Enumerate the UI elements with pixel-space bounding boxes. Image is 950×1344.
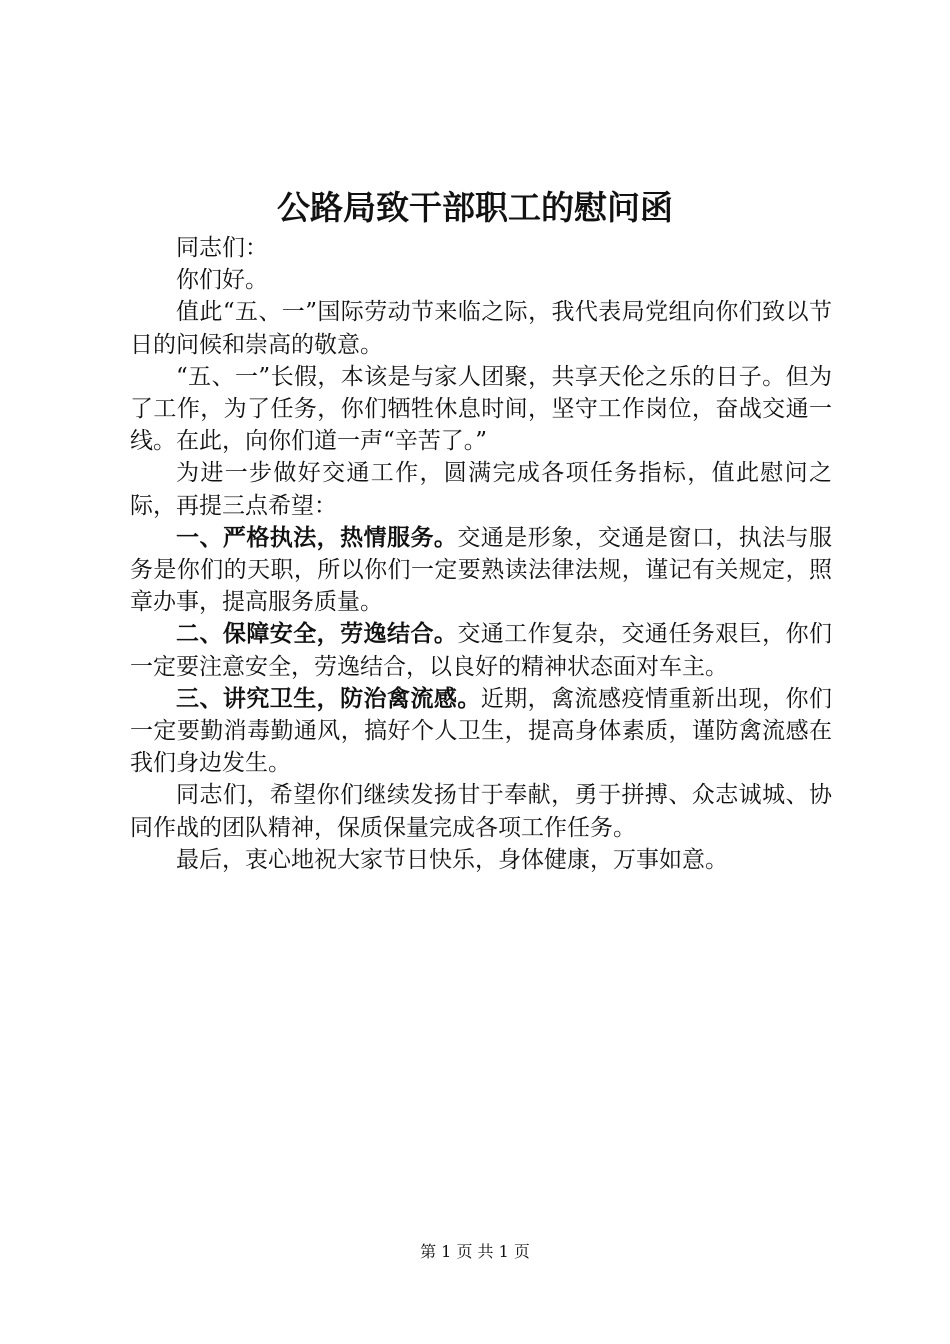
body-paragraph [130,779,832,843]
paragraph-text: 交通是形象，交通是窗口，执法与服务是你们的天职，所以你们一定要熟读法律法规，谨记有关规定，照章办事，提高服务质量。 [130,524,833,616]
document-title: 公路局致干部职工的慰问函 [277,188,673,227]
body-paragraph [130,296,832,360]
body-paragraph [130,457,832,521]
point-heading: 三、讲究卫生，防治禽流感。 [176,685,481,712]
point-heading: 一、严格执法，热情服务。 [176,524,458,551]
paragraph-text: 近期，禽流感疫情重新出现，你们一定要勤消毒勤通风，搞好个人卫生，提高身体素质，谨防禽流感在我们身边发生。 [130,685,833,777]
point-paragraph [130,683,832,780]
paragraph-text: 值此“五、一”国际劳动节来临之际，我代表局党组向你们致以节日的问候和崇高的敬意。 [130,299,832,358]
point-paragraph [130,522,832,619]
paragraph-text: 你们好。 [176,267,268,294]
paragraph-text: 同志们，希望你们继续发扬甘于奉献，勇于拼搏、众志诚城、协同作战的团队精神，保质保量完成各项工作任务。 [130,782,832,841]
closing-paragraph [130,844,832,876]
letter-body [130,232,832,876]
point-paragraph [130,618,832,682]
paragraph-text: 最后，衷心地祝大家节日快乐，身体健康，万事如意。 [176,846,728,873]
paragraph-text: 为进一步做好交通工作，圆满完成各项任务指标，值此慰问之际，再提三点希望： [130,460,832,519]
body-paragraph [130,361,832,458]
paragraph-text: 交通工作复杂，交通任务艰巨，你们一定要注意安全，劳逸结合，以良好的精神状态面对车主。 [130,621,833,680]
greeting-paragraph [130,232,832,264]
point-heading: 二、保障安全，劳逸结合。 [176,621,458,648]
paragraph-text: “五、一”长假，本该是与家人团聚，共享天伦之乐的日子。但为了工作，为了任务，你们牺牲休息时间，坚守工作岗位，奋战交通一线。在此，向你们道一声“辛苦了。” [130,363,832,455]
salutation-paragraph [130,264,832,296]
paragraph-text: 同志们： [176,235,268,261]
page-footer: 第 1 页 共 1 页 [420,1242,530,1261]
